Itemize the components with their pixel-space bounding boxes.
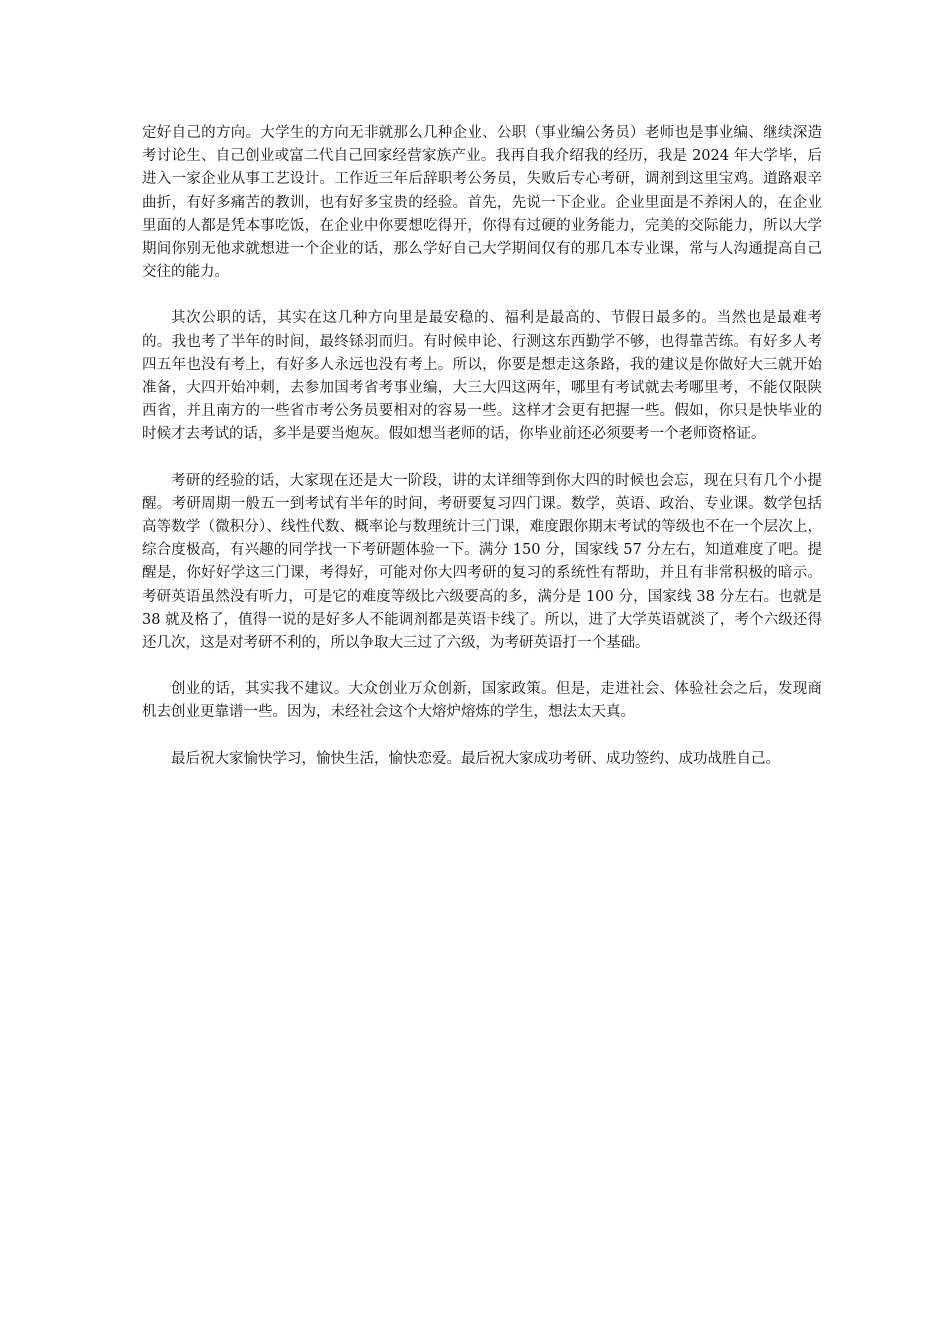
paragraph-entrepreneurship: 创业的话，其实我不建议。大众创业万众创新，国家政策。但是，走进社会、体验社会之后，发现商机去创业更靠谱一些。因为，未经社会这个大熔炉熔炼的学生，想法太天真。 bbox=[142, 681, 822, 721]
paragraph-graduate-exam: 考研的经验的话，大家现在还是大一阶段，讲的太详细等到你大四的时候也会忘，现在只有几个小提醒。考研周期一般五一到考试有半年的时间，考研要复习四门课。数学，英语、政治、专业课。数学包括高等数学（微积分）、线性代数、概率论与数理统计三门课，难度跟你期末考试的等级也不在一个层次上，综合度极高，有兴趣的同学找一下考研题体验一下。满分 150 分，国家线 57 分左右，知道难度了吧。提醒是，你好好学这三门课，考得好，可能对你大四考研的复习的系统性有帮助，并且有非常积极的暗示。考研英语虽然没有听力，可是它的难度等级比六级要高的多，满分是 100 分，国家线 38 分左右。也就是 38 就及格了，值得一说的是好多人不能调剂都是英语卡线了。所以，进了大学英语就淡了，考个六级还得还几次，这是对考研不利的，所以争取大三过了六级，为考研英语打一个基础。 bbox=[142, 472, 822, 652]
paragraph-closing: 最后祝大家愉快学习，愉快生活，愉快恋爱。最后祝大家成功考研、成功签约、成功战胜自己。 bbox=[171, 750, 780, 767]
paragraph-enterprise: 定好自己的方向。大学生的方向无非就那么几种企业、公职（事业编公务员）老师也是事业编、继续深造考讨论生、自己创业或富二代自己回家经营家族产业。我再自我介绍我的经历，我是 2024 年大学毕，后进入一家企业从事工艺设计。工作近三年后辞职考公务员，失败后专心考研，调剂到这里宝鸡。道路艰辛曲折，有好多痛苦的教训，也有好多宝贵的经验。首先，先说一下企业。企业里面是不养闲人的，在企业里面的人都是凭本事吃饭，在企业中你要想吃得开，你得有过硬的业务能力，完美的交际能力，所以大学期间你别无他求就想进一个企业的话，那么学好自己大学期间仅有的那几本专业课，常与人沟通提高自己交往的能力。 bbox=[142, 125, 822, 281]
document-body bbox=[142, 122, 822, 794]
paragraph-civil-service: 其次公职的话，其实在这几种方向里是最安稳的、福利是最高的、节假日最多的。当然也是最难考的。我也考了半年的时间，最终铩羽而归。有时候申论、行测这东西勤学不够，也得靠苦练。有好多人考四五年也没有考上，有好多人永远也没有考上。所以，你要是想走这条路，我的建议是你做好大三就开始准备，大四开始冲刺，去参加国考省考事业编，大三大四这两年，哪里有考试就去考哪里考，不能仅限陕西省，并且南方的一些省市考公务员要相对的容易一些。这样才会更有把握一些。假如，你只是快毕业的时候才去考试的话，多半是要当炮灰。假如想当老师的话，你毕业前还必须要考一个老师资格证。 bbox=[142, 310, 822, 443]
